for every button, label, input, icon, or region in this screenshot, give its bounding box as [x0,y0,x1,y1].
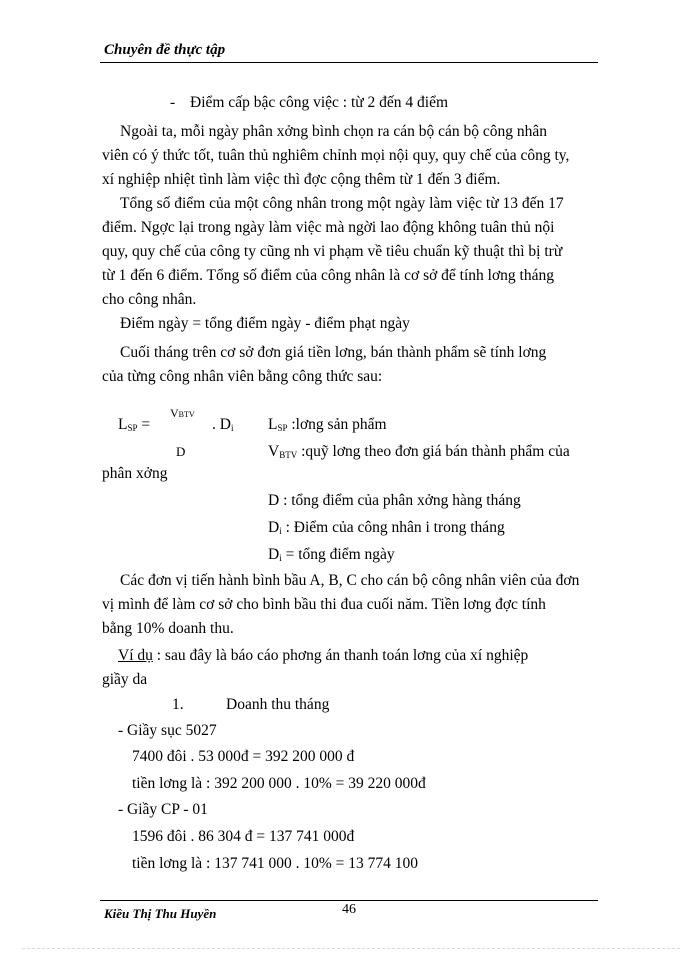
text-line: Tổng số điểm của một công nhân trong một ngày làm việc từ 13 đến 17 [120,195,564,212]
definition-di-sum: $D_i$ = tổng điểm ngày [268,546,395,563]
formula-di: . $D_i$ [212,416,234,433]
footer-author: Kiều Thị Thu Huyền [104,906,217,921]
text-line: tiền lơng là : 137 741 000 . 10% = 13 774 100 [132,855,419,872]
header-title: Chuyên đề thực tập [104,42,226,58]
definition-lsp: $L_{SP}$ :lơng sản phẩm [268,416,387,433]
text-line: tiền lơng là : 392 200 000 . 10% = 39 220 000đ [132,775,426,792]
text-line: - Giầy sục 5027 [118,722,217,739]
text-line: bằng 10% doanh thu. [102,620,234,637]
text-line: từ 1 đến 6 điểm. Tổng số điểm của công nhân là cơ sở để tính lơng tháng [102,267,554,284]
formula-vbtv: VBTV [170,406,195,420]
text-line: vị mình để làm cơ sở cho bình bầu thi đua cuối năm. Tiền lơng đợc tính [102,596,546,613]
formula-denominator: D [176,444,186,459]
text-line: 7400 đôi . 53 000đ = 392 200 000 đ [132,748,355,765]
text-line: điểm. Ngợc lại trong ngày làm việc mà ngời lao động không tuân thủ nội [102,219,555,236]
page-number: 46 [342,902,356,917]
text-line: cho công nhân. [102,291,197,308]
text-line: giầy da [102,671,148,688]
text-line: 1596 đôi . 86 304 đ = 137 741 000đ [132,828,355,845]
footer-rule [100,900,598,901]
text-line: quy, quy chế của công ty cũng nh vi phạm về tiêu chuẩn kỹ thuật thì bị trừ [102,243,563,260]
example-label: Ví dụ [118,647,153,664]
list-item: Doanh thu tháng [226,696,330,713]
bullet-dash: - [170,94,176,111]
definition-d: D : tổng điểm của phân xởng hàng tháng [268,492,521,509]
example-line: Ví dụ : sau đây là báo cáo phơng án thanh toán lơng của xí nghiệp [118,647,529,664]
text-line: - Giầy CP - 01 [118,801,208,818]
list-number: 1. [172,696,184,713]
definition-di: $D_i$ : Điểm của công nhân i trong tháng [268,519,505,536]
text-line: Điểm cấp bậc công việc : từ 2 đến 4 điểm [190,94,449,111]
formula-line: Điểm ngày = tổng điểm ngày - điểm phạt ngày [120,315,410,332]
text-line: Cuối tháng trên cơ sở đơn giá tiền lơng, bán thành phẩm sẽ tính lơng [120,344,547,361]
page-edge [22,948,680,949]
formula-lsp: $L_{SP}$ = [118,416,151,433]
text-line: Các đơn vị tiến hành bình bầu A, B, C cho cán bộ công nhân viên của đơn [120,572,580,589]
text-line: viên có ý thức tốt, tuân thủ nghiêm chỉnh mọi nội quy, quy chế của công ty, [102,147,570,164]
definition-vbtv: $V_{BTV}$ :quỹ lơng theo đơn giá bán thành phẩm của [268,443,570,460]
header-rule [100,62,598,63]
text-line: của từng công nhân viên bằng công thức sau: [102,368,383,385]
text-line: phân xởng [102,465,168,482]
text-line: Ngoài ta, mỗi ngày phân xởng bình chọn ra cán bộ cán bộ công nhân [120,123,548,140]
text-line: xí nghiệp nhiệt tình làm việc thì đợc cộng thêm từ 1 đến 3 điểm. [102,171,501,188]
